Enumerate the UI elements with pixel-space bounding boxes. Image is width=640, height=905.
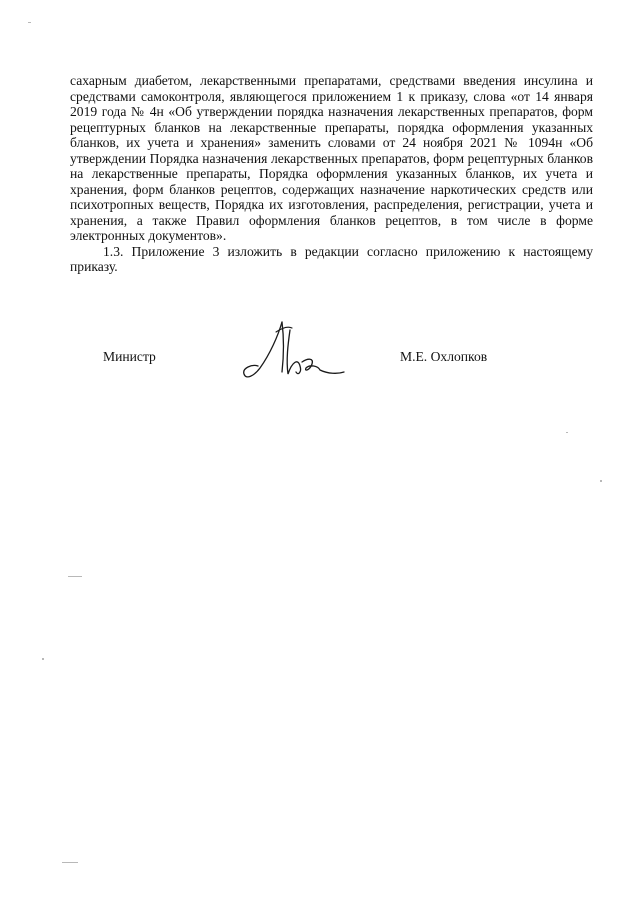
scan-artifact [62,862,78,863]
scan-artifact [68,576,82,577]
paragraph-item-1-3: 1.3. Приложение 3 изложить в редакции согласно приложению к настоящему приказу. [70,243,593,274]
signature-block [0,344,640,384]
document-body [70,73,593,275]
scan-artifact [28,22,31,23]
handwritten-signature [238,314,348,386]
signatory-role: Министр [103,349,156,364]
scan-artifact [42,658,44,660]
signatory-name: М.Е. Охлопков [400,349,488,364]
scan-artifact [600,480,602,482]
paragraph-continuation: сахарным диабетом, лекарственными препаратами, средствами введения инсулина и средствами самоконтроля, являющегося приложением 1 к приказу, слова «от 14 января 2019 года № 4н «Об утверждении порядка назначения лекарственных препаратов, форм рецептурных бланков на лекарственные препараты, порядка оформления указанных бланков, их учета и хранения» заменить словами от 24 ноября 2021 № 1094н «Об утверждении Порядка назначения лекарственных препаратов, форм рецептурных бланков на лекарственные препараты, Порядка оформления указанных бланков, их учета и хранения, форм бланков рецептов, содержащих назначение наркотических средств или психотропных веществ, Порядка их изготовления, распределения, регистрации, учета и хранения, а также Правил оформления бланков рецептов, в том числе в форме электронных документов». [70,73,593,243]
scan-artifact [566,432,568,433]
